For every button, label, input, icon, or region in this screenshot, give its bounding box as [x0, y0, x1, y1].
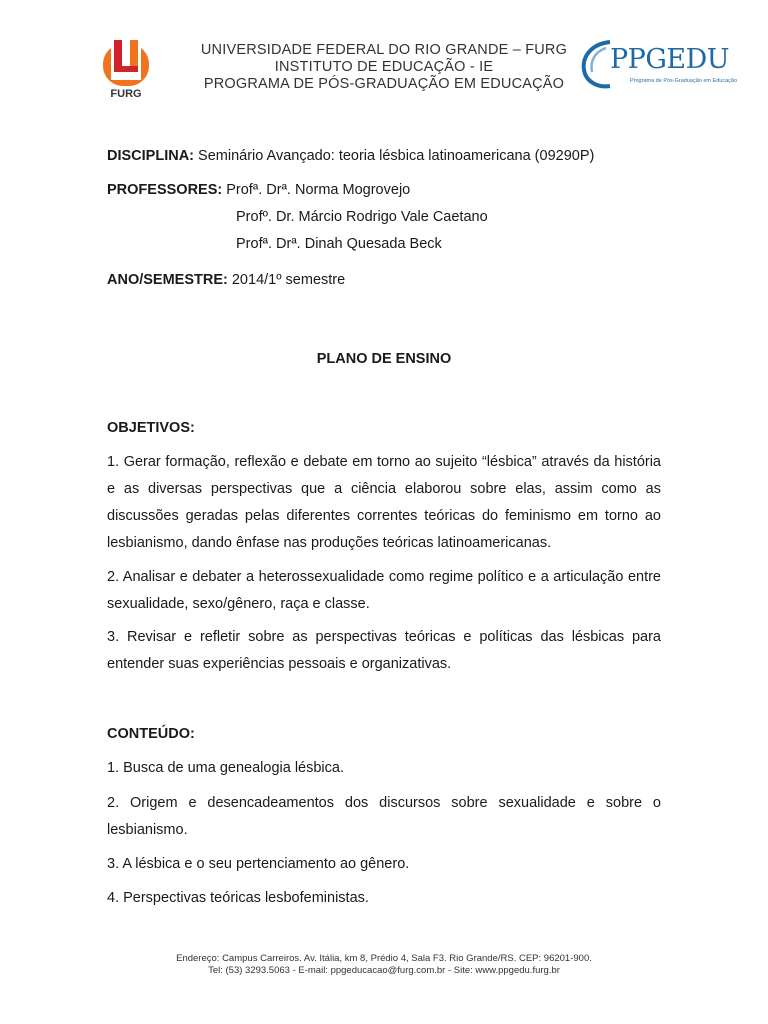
ano-semestre-label: ANO/SEMESTRE:: [107, 272, 228, 288]
furg-emblem-icon: [100, 36, 152, 88]
furg-logo-caption: FURG: [110, 88, 142, 100]
plano-de-ensino-title: PLANO DE ENSINO: [316, 351, 452, 367]
ppgedu-logo: [580, 36, 738, 92]
conteudo-item: 2. Origem e desencadeamentos dos discursos sobre sexualidade e sobre o lesbianismo.: [107, 795, 661, 838]
furg-logo: [100, 36, 152, 104]
ano-semestre-line: [107, 272, 345, 288]
professor-1: Profª. Drª. Norma Mogrovejo: [222, 182, 411, 198]
ano-semestre-value: 2014/1º semestre: [227, 272, 346, 288]
institute-name: INSTITUTO DE EDUCAÇÃO - IE: [274, 59, 494, 75]
footer-contact: Tel: (53) 3293.5063 - E-mail: ppgeducacao@furg.com.br - Site: www.ppgedu.furg.br: [208, 965, 560, 976]
disciplina-line: [107, 148, 594, 164]
objetivo-item: 2. Analisar e debater a heterossexualidade como regime político e a articulação entre sexualidade, sexo/gênero, raça e classe.: [107, 569, 661, 612]
professor-3: Profª. Drª. Dinah Quesada Beck: [236, 236, 442, 252]
ppgedu-logo-subtitle: Programa de Pós-Graduação em Educação: [630, 78, 738, 84]
objetivos-heading: OBJETIVOS:: [107, 420, 195, 436]
disciplina-value: Seminário Avançado: teoria lésbica latinoamericana (09290P): [194, 148, 595, 164]
program-name: PROGRAMA DE PÓS-GRADUAÇÃO EM EDUCAÇÃO: [203, 76, 565, 92]
conteudo-item: 3. A lésbica e o seu pertenciamento ao gênero.: [107, 856, 410, 872]
ppgedu-logo-text: PPGEDU: [610, 44, 730, 75]
footer-address: Endereço: Campus Carreiros. Av. Itália, km 8, Prédio 4, Sala F3. Rio Grande/RS. CEP: 96201-900.: [176, 953, 592, 964]
institution-header: [160, 42, 608, 93]
professores-label: PROFESSORES:: [107, 182, 223, 198]
university-name: UNIVERSIDADE FEDERAL DO RIO GRANDE – FURG: [200, 42, 568, 58]
objetivo-item: 3. Revisar e refletir sobre as perspectivas teóricas e políticas das lésbicas para entender suas experiências pessoais e organizativas.: [107, 629, 661, 672]
disciplina-label: DISCIPLINA:: [107, 148, 194, 164]
page-footer: [0, 953, 768, 977]
professor-2: Profº. Dr. Márcio Rodrigo Vale Caetano: [236, 209, 488, 225]
conteudo-item: 1. Busca de uma genealogia lésbica.: [107, 760, 344, 776]
objetivo-item: 1. Gerar formação, reflexão e debate em torno ao sujeito “lésbica” através da história e as diversas perspectivas que a ciência elaborou sobre elas, assim como as discussões geradas pelas diferentes correntes teóricas do feminismo em torno ao lesbianismo, dando ênfase nas produções teóricas latinoamericanas.: [107, 454, 661, 551]
conteudo-heading: CONTEÚDO:: [107, 726, 195, 742]
professores-line: [107, 182, 410, 198]
conteudo-item: 4. Perspectivas teóricas lesbofeministas.: [107, 890, 369, 906]
